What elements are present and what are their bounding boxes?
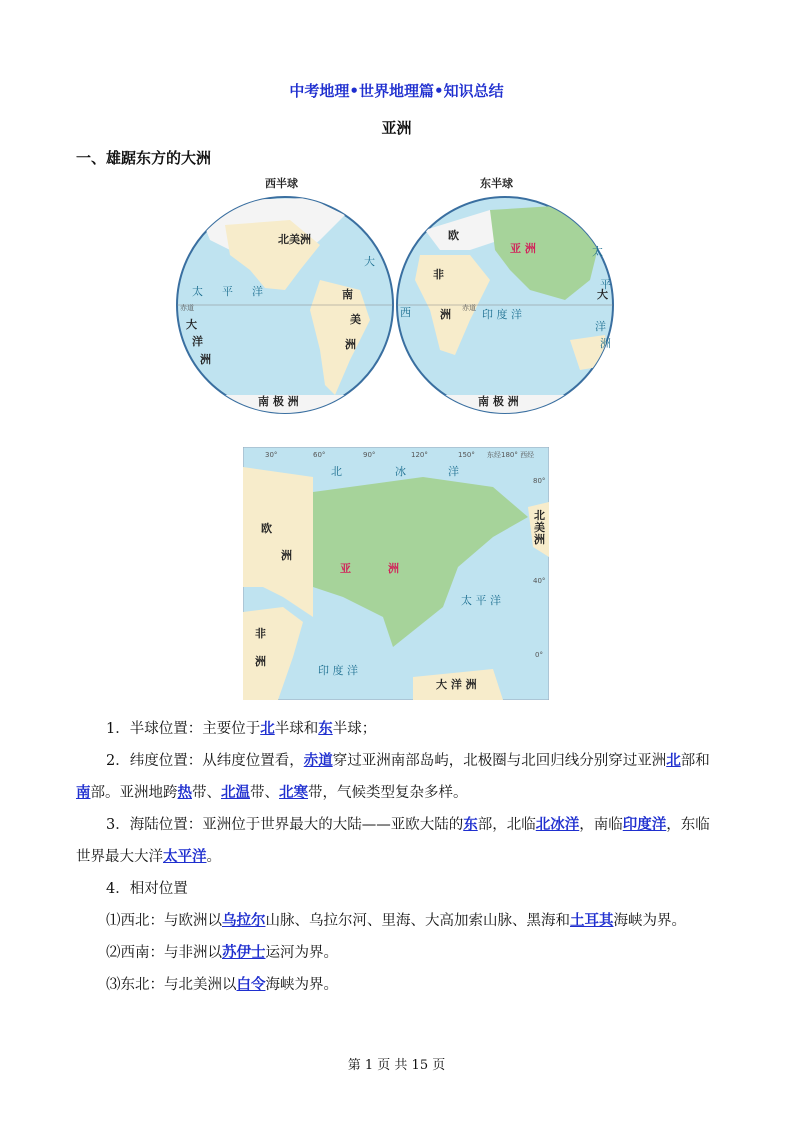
answer-south-part: 南 — [76, 784, 91, 801]
answer-bering: 白令 — [236, 976, 266, 993]
label-indian-east: 印 度 洋 — [482, 308, 522, 321]
hemisphere-map — [170, 170, 620, 420]
text-p3-d: ，南临 — [579, 817, 623, 833]
label-indian-map: 印 度 洋 — [318, 664, 358, 677]
label-na-map-2: 美 — [534, 521, 545, 534]
text-p1-d: 半球； — [332, 721, 377, 737]
label-arctic-2: 冰 — [395, 465, 406, 478]
label-africa-map-1: 非 — [255, 627, 266, 640]
label-dayang-2: 洋 — [192, 335, 203, 348]
answer-north-temperate: 北温 — [221, 784, 250, 801]
text-p1-c: 半球和 — [274, 721, 319, 737]
answer-ural: 乌拉尔 — [222, 912, 266, 929]
answer-north-part: 北 — [666, 752, 681, 769]
right-tick-2: 40° — [533, 577, 546, 585]
page-subtitle: 亚洲 — [381, 119, 412, 137]
label-south-america-1: 南 — [342, 288, 353, 301]
answer-east: 东 — [318, 720, 333, 737]
label-pacific-east-1: 太 — [592, 245, 603, 258]
text-p3-c: 部，北临 — [477, 817, 536, 833]
answer-pacific-ocean: 太平洋 — [163, 848, 207, 865]
paragraph-northeast — [76, 969, 724, 1001]
label-asia-east: 亚 洲 — [510, 242, 536, 255]
top-tick-6: 东经180° 西经 — [487, 451, 535, 459]
label-arctic-1: 北 — [331, 465, 342, 478]
label-pacific-east-2: 平 — [600, 278, 611, 291]
text-p7-c: 海峡为界。 — [265, 977, 338, 993]
label-europe-map-2: 洲 — [281, 549, 292, 562]
page-footer: 第 1 页 共 15 页 — [347, 1058, 446, 1073]
text-p5-c: 山脉、乌拉尔河、里海、大高加索山脉、黑海和 — [265, 913, 570, 929]
paragraph-relative-position — [76, 873, 724, 905]
label-oceania-2: 洋 — [595, 320, 606, 333]
text-p3-a: 3．海陆位置：亚洲位于世界最大的大陆——亚欧大陆的 — [106, 817, 464, 833]
text-p4-a: 4．相对位置 — [106, 881, 188, 897]
label-pacific-1: 太 — [192, 285, 203, 298]
label-pacific-3: 洋 — [252, 285, 263, 298]
label-pacific-map: 太 平 洋 — [461, 594, 501, 607]
answer-east-part: 东 — [463, 816, 478, 833]
label-na-map-1: 北 — [534, 509, 545, 522]
label-africa-map-2: 洲 — [255, 655, 266, 668]
answer-arctic-ocean: 北冰洋 — [535, 816, 580, 833]
text-p1-a: 1．半球位置：主要位于 — [106, 721, 261, 737]
text-p7-a: ⑶东北：与北美洲以 — [106, 977, 237, 993]
text-p5-a: ⑴西北：与欧洲以 — [106, 913, 222, 929]
text-p2-f: 带、 — [192, 785, 221, 801]
label-oceania-3: 洲 — [600, 337, 611, 350]
label-west-east: 西 — [400, 306, 411, 319]
answer-turkish: 土耳其 — [570, 912, 614, 929]
text-p3-f: 。 — [206, 849, 221, 865]
right-tick-1: 80° — [533, 477, 546, 485]
right-tick-3: 0° — [535, 651, 543, 659]
label-antarctica-east: 南 极 洲 — [478, 395, 519, 408]
text-p6-c: 运河为界。 — [265, 945, 338, 961]
top-tick-4: 120° — [411, 451, 428, 459]
paragraph-northwest — [76, 905, 724, 937]
text-p3-e: ，东临世界最大大洋 — [76, 817, 710, 865]
asia-map — [243, 447, 549, 700]
text-p6-a: ⑵西南：与非洲以 — [106, 945, 222, 961]
label-dayang-3: 洲 — [200, 353, 211, 366]
label-africa-1: 非 — [433, 268, 444, 281]
paragraph-hemisphere — [76, 713, 724, 745]
label-antarctica-west: 南 极 洲 — [258, 395, 299, 408]
text-p2-a: 2．纬度位置：从纬度位置看， — [106, 753, 304, 769]
label-south-america-2: 美 — [350, 313, 361, 326]
label-pacific-2: 平 — [222, 285, 233, 298]
west-hemisphere-title: 西半球 — [265, 177, 298, 190]
label-north-america: 北美洲 — [278, 233, 311, 246]
answer-indian-ocean: 印度洋 — [622, 816, 667, 833]
label-big-west: 大 — [364, 255, 375, 268]
top-tick-3: 90° — [363, 451, 376, 459]
label-equator-west: 赤道 — [180, 304, 194, 312]
top-tick-5: 150° — [458, 451, 475, 459]
text-p2-g: 带、 — [250, 785, 279, 801]
top-tick-1: 30° — [265, 451, 278, 459]
text-p5-d: 海峡为界。 — [613, 913, 686, 929]
label-oceania-map: 大 洋 洲 — [436, 678, 477, 691]
answer-suez: 苏伊士 — [222, 944, 266, 961]
content-body — [76, 713, 724, 1001]
section-heading: 一、雄踞东方的大洲 — [76, 149, 212, 167]
label-europe-map-1: 欧 — [261, 522, 272, 535]
answer-north: 北 — [260, 720, 275, 737]
label-oceania-1: 大 — [597, 288, 608, 301]
label-equator-east: 赤道 — [462, 304, 476, 312]
text-p2-e: 部。亚洲地跨 — [90, 785, 178, 801]
text-p2-c: 穿过亚洲南部岛屿，北极圈与北回归线分别穿过亚洲 — [332, 753, 667, 769]
text-p2-d: 部和 — [680, 753, 710, 769]
label-arctic-3: 洋 — [448, 465, 459, 478]
label-africa-2: 洲 — [440, 308, 451, 321]
text-p2-h: 带，气候类型复杂多样。 — [308, 785, 468, 801]
east-hemisphere-title: 东半球 — [480, 177, 513, 190]
paragraph-sea-land — [76, 809, 724, 873]
label-europe-east: 欧 — [448, 229, 459, 242]
label-south-america-3: 洲 — [345, 338, 356, 351]
answer-tropical: 热 — [177, 784, 192, 801]
answer-north-frigid: 北寒 — [279, 784, 308, 801]
answer-equator: 赤道 — [303, 752, 333, 769]
top-tick-2: 60° — [313, 451, 326, 459]
label-asia-map-2: 洲 — [388, 562, 399, 575]
label-asia-map-1: 亚 — [340, 562, 351, 575]
paragraph-southwest — [76, 937, 724, 969]
label-na-map-3: 洲 — [534, 533, 545, 546]
page-title: 中考地理•世界地理篇•知识总结 — [289, 82, 504, 100]
paragraph-latitude — [76, 745, 724, 809]
label-dayang-1: 大 — [186, 318, 197, 331]
